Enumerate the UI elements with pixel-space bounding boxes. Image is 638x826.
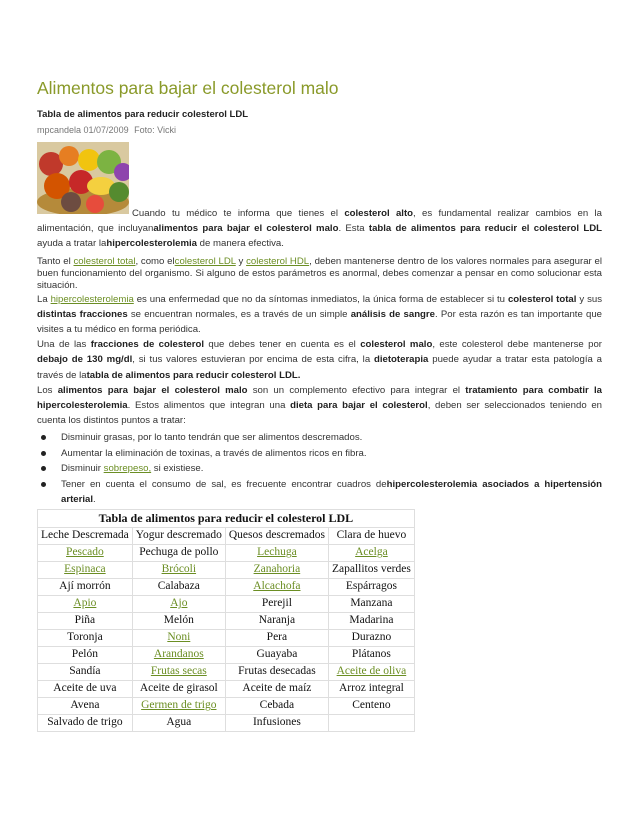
table-cell-link[interactable]: Noni: [132, 629, 225, 646]
table-cell: Infusiones: [225, 714, 328, 731]
table-caption: Tabla de alimentos para reducir el colesterol LDL: [38, 509, 415, 527]
article-subtitle: Tabla de alimentos para reducir colesterol LDL: [37, 109, 248, 120]
bold-text: tabla de alimentos para reducir el colesterol LDL: [368, 223, 602, 235]
table-row: [38, 544, 415, 561]
table-row: [38, 680, 415, 697]
table-cell: Plátanos: [328, 646, 414, 663]
table-cell-link[interactable]: Espinaca: [38, 561, 133, 578]
table-cell: Agua: [132, 714, 225, 731]
table-cell: Cebada: [225, 697, 328, 714]
text-run: son un complemento efectivo para integrar el: [247, 384, 466, 396]
text-run: de manera efectiva.: [197, 238, 284, 250]
table-row: [38, 629, 415, 646]
text-run: Disminuir grasas, por lo tanto tendrán que ser alimentos descremados.: [61, 432, 363, 444]
table-cell: Clara de huevo: [328, 527, 414, 544]
table-cell: Aceite de maíz: [225, 680, 328, 697]
table-cell-link[interactable]: Acelga: [328, 544, 414, 561]
text-run: y: [235, 255, 247, 267]
table-cell: Ají morrón: [38, 578, 133, 595]
list-item: [61, 461, 602, 477]
list-item: [61, 477, 602, 508]
text-run: se encuentran normales, es a través de un simple: [127, 308, 351, 320]
text-run: Aumentar la eliminación de toxinas, a través de alimentos ricos en fibra.: [61, 447, 367, 459]
table-cell: Zapallitos verdes: [328, 561, 414, 578]
table-cell: Quesos descremados: [225, 527, 328, 544]
food-table: [37, 509, 415, 732]
table-body: [38, 527, 415, 731]
table-cell: Naranja: [225, 612, 328, 629]
bold-text: debajo de 130 mg/dl: [37, 354, 133, 366]
byline: [37, 125, 602, 136]
bold-text: colesterol alto: [344, 208, 414, 219]
table-cell: Pechuga de pollo: [132, 544, 225, 561]
text-run: Tanto el: [37, 255, 74, 267]
list-item: [61, 430, 602, 446]
author-date: mpcandela 01/07/2009: [37, 125, 129, 135]
table-header-row: [38, 509, 415, 527]
inline-link[interactable]: sobrepeso,: [103, 463, 152, 475]
table-cell: Salvado de trigo: [38, 714, 133, 731]
text-run: es una enfermedad que no da síntomas inmediatos, la única forma de establecer si tu: [133, 293, 508, 305]
table-cell: Melón: [132, 612, 225, 629]
paragraph-cholesterol-types: [37, 256, 602, 292]
table-row: [38, 663, 415, 680]
bold-text: hipercolesterolemia: [106, 238, 197, 250]
bold-text: hipercolesterolemia asociados a hipertensión arterial: [61, 478, 602, 506]
paragraph-ldl-limit: [37, 337, 602, 383]
table-cell: Aceite de uva: [38, 680, 133, 697]
bold-text: colesterol malo: [360, 339, 433, 351]
table-row: [38, 561, 415, 578]
text-run: . Esta: [338, 223, 369, 235]
bold-text: análisis de sangre: [350, 308, 435, 320]
inline-link[interactable]: colesterol LDL: [174, 255, 236, 267]
bold-text: alimentos para bajar el colesterol malo: [57, 384, 248, 396]
text-run: Una de las: [37, 339, 91, 351]
table-cell-link[interactable]: Lechuga: [225, 544, 328, 561]
table-row: [38, 578, 415, 595]
inline-link[interactable]: hipercolesterolemia: [50, 293, 134, 305]
bold-text: tabla de alimentos para reducir colesterol LDL.: [86, 369, 301, 381]
inline-link[interactable]: colesterol total: [73, 255, 136, 267]
text-run: Tener en cuenta el consumo de sal, es frecuente encontrar cuadros de: [61, 478, 387, 490]
bold-text: colesterol total: [507, 293, 577, 305]
table-cell-link[interactable]: Arandanos: [132, 646, 225, 663]
text-run: , si tus valores estuvieran por encima de esta cifra, la: [132, 354, 374, 366]
text-run: si existiese.: [151, 463, 204, 475]
table-cell: Frutas desecadas: [225, 663, 328, 680]
bold-text: dieta para bajar el colesterol: [290, 400, 428, 412]
table-row: [38, 527, 415, 544]
table-cell-link[interactable]: Ajo: [132, 595, 225, 612]
text-run: ayuda a tratar la: [37, 238, 107, 250]
table-cell: Centeno: [328, 697, 414, 714]
text-run: , este colesterol debe mantenerse por: [432, 339, 602, 351]
bold-text: alimentos para bajar el colesterol malo: [153, 223, 339, 235]
table-cell-link[interactable]: Zanahoria: [225, 561, 328, 578]
paragraph-foods: [37, 383, 602, 429]
text-run: , como el: [135, 255, 175, 267]
table-cell-link[interactable]: Frutas secas: [132, 663, 225, 680]
table-row: [38, 714, 415, 731]
table-cell-link[interactable]: Brócoli: [132, 561, 225, 578]
table-row: [38, 612, 415, 629]
bold-text: distintas fracciones: [37, 308, 128, 320]
table-cell-link[interactable]: Germen de trigo: [132, 697, 225, 714]
table-cell: Toronja: [38, 629, 133, 646]
bold-text: dietoterapia: [374, 354, 429, 366]
table-cell: Avena: [38, 697, 133, 714]
paragraph-hypercholesterolemia: [37, 292, 602, 338]
fruit-photo: [37, 142, 129, 214]
treatment-list: [37, 430, 602, 508]
bold-text: tratamiento para combatir la hipercolesterolemia: [37, 384, 602, 412]
text-run: .: [93, 494, 96, 506]
table-cell: Arroz integral: [328, 680, 414, 697]
table-cell: Madarina: [328, 612, 414, 629]
table-cell: Pelón: [38, 646, 133, 663]
text-run: , deben ser seleccionados teniendo en cuenta los distintos puntos a tratar:: [37, 400, 602, 427]
text-run: Los: [37, 384, 58, 396]
table-cell: Espárragos: [328, 578, 414, 595]
table-cell: Leche Descremada: [38, 527, 133, 544]
table-cell: Sandía: [38, 663, 133, 680]
table-cell-link[interactable]: Aceite de oliva: [328, 663, 414, 680]
text-run: Cuando tu médico te informa que tienes el: [132, 208, 345, 219]
table-cell: Manzana: [328, 595, 414, 612]
table-cell: Guayaba: [225, 646, 328, 663]
photo-credit: Foto: Vicki: [134, 125, 176, 135]
table-cell: [328, 714, 414, 731]
text-run: Disminuir: [61, 463, 104, 475]
text-run: y sus: [576, 293, 602, 305]
text-run: puede ayudar a tratar esta patología a través de la: [37, 354, 602, 381]
table-cell: Aceite de girasol: [132, 680, 225, 697]
table-cell: Calabaza: [132, 578, 225, 595]
text-run: La: [37, 293, 51, 305]
table-cell-link[interactable]: Pescado: [38, 544, 133, 561]
table-cell: Pera: [225, 629, 328, 646]
bold-text: fracciones de colesterol: [90, 339, 204, 351]
table-cell: Durazno: [328, 629, 414, 646]
table-row: [38, 646, 415, 663]
article-title: Alimentos para bajar el colesterol malo: [37, 78, 339, 98]
table-cell: Yogur descremado: [132, 527, 225, 544]
table-cell-link[interactable]: Alcachofa: [225, 578, 328, 595]
table-cell-link[interactable]: Apio: [38, 595, 133, 612]
table-cell: Piña: [38, 612, 133, 629]
table-row: [38, 697, 415, 714]
inline-link[interactable]: colesterol HDL: [246, 255, 310, 267]
article: [37, 78, 602, 732]
text-run: . Por esta razón es tan importante que visites a tu médico en forma periódica.: [37, 308, 602, 336]
table-cell: Perejil: [225, 595, 328, 612]
text-run: . Estos alimentos que integran una: [127, 400, 291, 412]
text-run: que debes tener en cuenta es el: [204, 339, 361, 351]
text-run: , deben mantenerse dentro de los valores normales para asegurar el buen funcionamiento del organismo. Si alguno de estos parámetros es anormal, debes comenzar a pensar en como solucionar esta situación.: [37, 255, 602, 291]
table-row: [38, 595, 415, 612]
list-item: [61, 446, 602, 462]
text-run: , es fundamental realizar cambios en la alimentación, que incluyan: [37, 208, 602, 235]
